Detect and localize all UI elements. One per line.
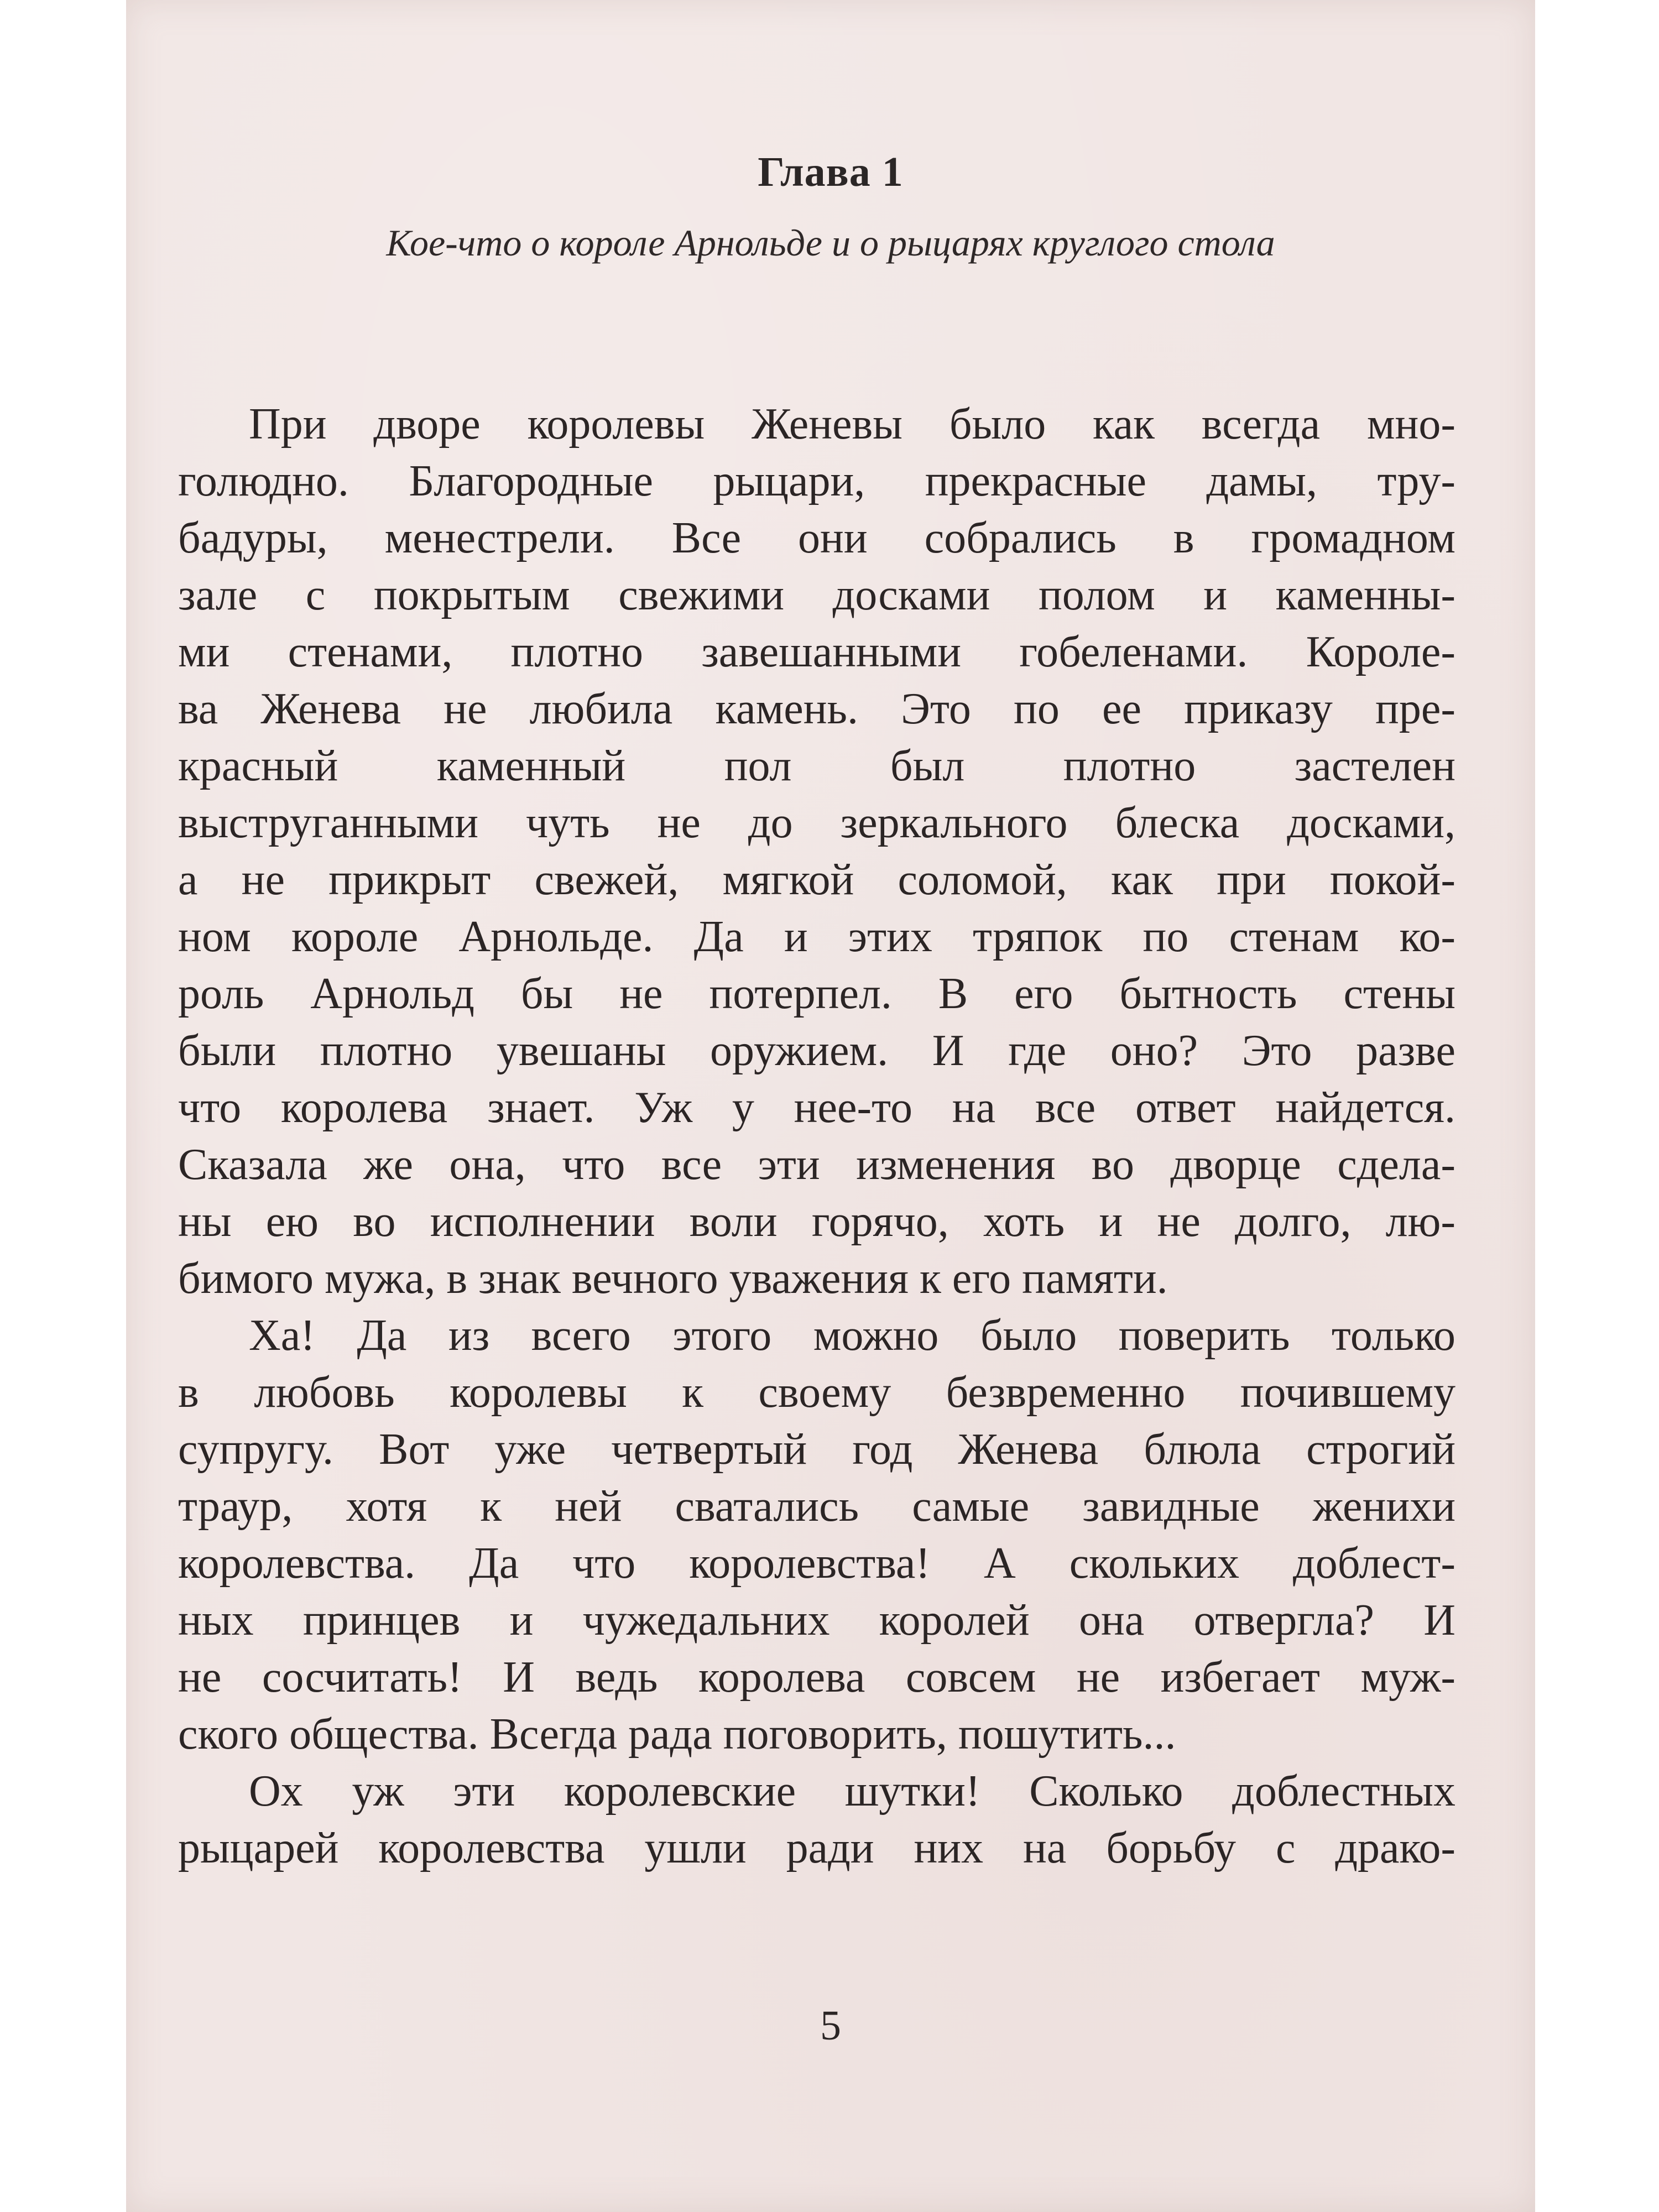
text-line: Сказала же она, что все эти изменения во дворце сдела- (178, 1140, 1455, 1189)
text-line: ми стенами, плотно завешанными гобеленами. Короле- (178, 628, 1455, 676)
text-line: бимого мужа, в знак вечного уважения к его памяти. (178, 1254, 1168, 1303)
text-line: Ха! Да из всего этого можно было поверить только (249, 1311, 1455, 1360)
text-line: королевства. Да что королевства! А скольких доблест- (178, 1539, 1455, 1588)
chapter-title: Глава 1 (758, 149, 904, 195)
text-line: Ох уж эти королевские шутки! Сколько доблестных (249, 1767, 1455, 1815)
text-line: рыцарей королевства ушли ради них на борьбу с драко- (178, 1824, 1455, 1872)
text-line: супругу. Вот уже четвертый год Женева блюла строгий (178, 1425, 1455, 1474)
text-line: траур, хотя к ней сватались самые завидные женихи (178, 1482, 1455, 1531)
text-line: не сосчитать! И ведь королева совсем не избегает муж- (178, 1653, 1455, 1702)
text-line: зале с покрытым свежими досками полом и каменны- (178, 571, 1455, 619)
text-line: выструганными чуть не до зеркального блеска досками, (178, 799, 1455, 847)
text-line: роль Арнольд бы не потерпел. В его бытность стены (178, 969, 1455, 1018)
text-line: ных принцев и чужедальних королей она отвергла? И (178, 1596, 1455, 1645)
body-text (178, 396, 1455, 1877)
text-line: ва Женева не любила камень. Это по ее приказу пре- (178, 685, 1455, 733)
text-line: ского общества. Всегда рада поговорить, пошутить... (178, 1710, 1176, 1759)
text-line: красный каменный пол был плотно застелен (178, 742, 1455, 790)
text-line: При дворе королевы Женевы было как всегда мно- (249, 400, 1455, 448)
book-page (126, 0, 1535, 2212)
text-line: ном короле Арнольде. Да и этих тряпок по стенам ко- (178, 912, 1455, 961)
text-line: голюдно. Благородные рыцари, прекрасные дамы, тру- (178, 457, 1455, 505)
text-line: в любовь королевы к своему безвременно почившему (178, 1368, 1455, 1417)
text-line: что королева знает. Уж у нее-то на все ответ найдется. (178, 1083, 1455, 1132)
page-number: 5 (820, 2002, 841, 2049)
text-line: бадуры, менестрели. Все они собрались в громадном (178, 514, 1455, 562)
text-line: были плотно увешаны оружием. И где оно? Это разве (178, 1026, 1455, 1075)
chapter-subtitle: Кое-что о короле Арнольде и о рыцарях круглого стола (386, 222, 1275, 264)
text-line: а не прикрыт свежей, мягкой соломой, как при покой- (178, 855, 1455, 904)
text-line: ны ею во исполнении воли горячо, хоть и не долго, лю- (178, 1197, 1455, 1246)
